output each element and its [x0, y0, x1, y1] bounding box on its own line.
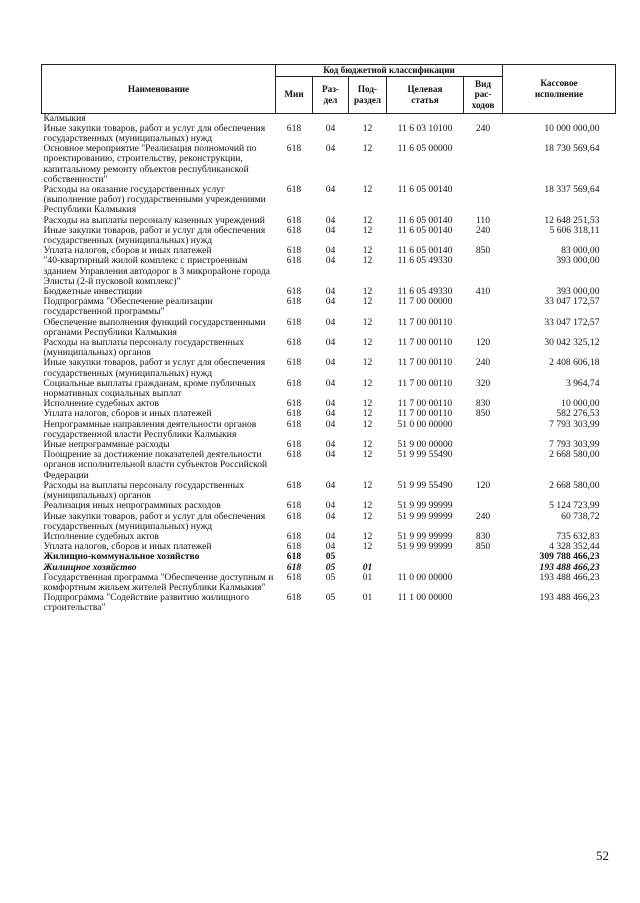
row-amount: 2 668 580,00	[549, 449, 600, 461]
header-name: Наименование	[42, 65, 276, 114]
row-name: Расходы на выплаты персоналу государственных (муниципальных) органов	[43, 337, 245, 359]
row-name: Калмыкия	[43, 112, 86, 124]
row-razdel: 04	[325, 316, 336, 328]
row-razdel: 04	[325, 530, 336, 542]
row-min: 618	[286, 286, 302, 298]
row-name: Расходы на оказание государственных услуг (выполнение работ) государственными учреждениями Республики Калмыкия	[43, 184, 266, 216]
row-razdel: 04	[325, 500, 336, 512]
row-min: 618	[286, 479, 302, 491]
row-amount: 33 047 172,57	[544, 296, 600, 308]
row-tselevaya: 11 6 05 00140	[397, 184, 453, 195]
row-podrazdel: 12	[362, 316, 373, 328]
row-vid	[464, 501, 503, 511]
row-razdel: 04	[325, 449, 336, 461]
row-amount: 4 328 352,44	[549, 541, 600, 553]
header-code-group: Код бюджетной классификации	[276, 65, 503, 77]
row-razdel: 04	[325, 377, 336, 389]
budget-table	[41, 64, 616, 614]
row-tselevaya: 51 9 99 99999	[397, 510, 453, 522]
row-min: 618	[286, 224, 302, 236]
row-razdel: 04	[325, 122, 336, 134]
row-name: Поощрение за достижение показателей деятельности органов исполнительной власти субъектов Российской Федерации	[43, 449, 268, 481]
header-row-1	[42, 65, 616, 77]
row-min: 618	[286, 500, 302, 512]
row-min: 618	[286, 418, 302, 430]
table-row	[42, 185, 616, 216]
row-amount: 10 000 000,00	[544, 122, 600, 134]
row-podrazdel: 01	[362, 561, 373, 573]
row-vid	[464, 144, 503, 185]
table-row	[42, 297, 616, 317]
row-amount: 18 730 569,64	[544, 143, 600, 155]
row-razdel: 04	[325, 143, 336, 155]
row-min: 618	[286, 214, 302, 226]
row-amount: 7 793 303,99	[549, 439, 600, 451]
row-amount: 60 738,72	[561, 510, 600, 522]
row-name: Обеспечение выполнения функций государственными органами Республики Калмыкия	[43, 316, 266, 338]
row-podrazdel: 12	[362, 122, 373, 134]
row-podrazdel: 12	[362, 184, 373, 195]
row-vid: 830	[475, 398, 491, 410]
row-tselevaya: 51 9 99 99999	[397, 541, 453, 553]
row-amount: 2 668 580,00	[549, 479, 600, 491]
row-podrazdel: 12	[362, 214, 373, 226]
row-tselevaya: 11 6 05 49330	[397, 286, 453, 298]
row-tselevaya: 51 9 99 55490	[397, 479, 453, 491]
row-vid	[464, 420, 503, 440]
row-amount: 582 276,53	[556, 408, 600, 420]
row-podrazdel: 12	[362, 418, 373, 430]
row-min: 618	[286, 408, 302, 420]
row-razdel: 04	[325, 408, 336, 420]
row-min: 618	[286, 592, 302, 604]
row-tselevaya: 51 9 99 99999	[397, 500, 453, 512]
row-name: Уплата налогов, сборов и иных платежей	[43, 245, 212, 257]
row-podrazdel: 12	[362, 286, 373, 298]
row-vid: 850	[475, 541, 491, 553]
row-razdel: 05	[325, 561, 336, 573]
row-razdel: 04	[325, 357, 336, 369]
row-amount: 18 337 569,64	[544, 184, 600, 195]
row-razdel: 04	[325, 245, 336, 257]
table-row	[42, 501, 616, 511]
row-podrazdel: 12	[362, 337, 373, 349]
row-min: 618	[286, 122, 302, 134]
row-razdel: 04	[325, 286, 336, 298]
row-vid	[464, 552, 503, 562]
row-min: 618	[286, 245, 302, 257]
row-razdel: 05	[325, 551, 336, 563]
row-podrazdel: 12	[362, 398, 373, 410]
table-row	[42, 226, 616, 246]
row-amount: 12 648 251,53	[544, 214, 600, 226]
row-razdel: 04	[325, 224, 336, 236]
row-podrazdel: 12	[362, 377, 373, 389]
row-tselevaya: 51 9 99 55490	[397, 449, 453, 461]
header-tselevaya: Целевая статья	[387, 76, 464, 113]
row-tselevaya: 51 9 00 00000	[397, 439, 453, 451]
row-tselevaya: 11 7 00 00110	[397, 337, 453, 349]
header-podrazdel: Под- раздел	[349, 76, 387, 113]
row-vid	[464, 573, 503, 593]
row-min: 618	[286, 449, 302, 461]
row-min: 618	[286, 316, 302, 328]
row-razdel: 04	[325, 255, 336, 267]
row-podrazdel: 12	[362, 357, 373, 369]
row-amount: 193 488 466,23	[539, 571, 600, 583]
row-tselevaya: 11 7 00 00110	[397, 377, 453, 389]
row-min: 618	[286, 541, 302, 553]
row-tselevaya: 11 7 00 00110	[397, 357, 453, 369]
row-tselevaya: 11 1 00 00000	[397, 592, 453, 604]
row-vid: 240	[475, 122, 491, 134]
row-amount: 3 964,74	[565, 377, 600, 389]
table-row	[42, 552, 616, 562]
row-amount: 393 000,00	[556, 286, 600, 298]
row-name: Жилищное хозяйство	[43, 561, 137, 573]
row-podrazdel	[349, 552, 387, 562]
row-podrazdel: 12	[362, 224, 373, 236]
row-podrazdel: 12	[362, 439, 373, 451]
row-razdel: 04	[325, 418, 336, 430]
table-row	[42, 379, 616, 399]
row-podrazdel: 01	[362, 571, 373, 583]
row-podrazdel: 12	[362, 296, 373, 308]
row-name: Государственная программа "Обеспечение доступным и комфортным жильем жителей Республики Калмыкия"	[43, 571, 274, 593]
table-row	[42, 573, 616, 593]
row-min: 618	[286, 296, 302, 308]
row-vid	[464, 318, 503, 338]
row-vid: 410	[475, 286, 491, 298]
row-vid: 240	[475, 224, 491, 236]
row-amount: 33 047 172,57	[544, 316, 600, 328]
row-vid: 850	[475, 245, 491, 257]
row-min: 618	[286, 143, 302, 155]
header-min: Мин	[276, 76, 313, 113]
row-amount: 5 606 318,11	[549, 224, 600, 236]
row-name: Подпрограмма "Содействие развитию жилищного строительства"	[43, 592, 250, 614]
row-podrazdel: 12	[362, 479, 373, 491]
row-vid: 320	[475, 377, 491, 389]
row-tselevaya	[387, 552, 464, 562]
row-amount: 30 042 325,12	[544, 337, 600, 349]
row-tselevaya: 51 9 99 99999	[397, 530, 453, 542]
row-amount: 83 000,00	[561, 245, 600, 257]
table-row	[42, 420, 616, 440]
row-podrazdel: 01	[362, 592, 373, 604]
row-tselevaya: 11 7 00 00110	[397, 408, 453, 420]
row-podrazdel: 12	[362, 541, 373, 553]
row-tselevaya: 11 6 05 00140	[397, 224, 453, 236]
row-name: Иные закупки товаров, работ и услуг для обеспечения государственных (муниципальных) нужд	[43, 224, 266, 247]
row-name: Реализация иных непрограммных расходов	[43, 500, 221, 512]
row-vid	[464, 185, 503, 216]
row-tselevaya: 11 0 00 00000	[397, 571, 453, 583]
row-vid: 120	[475, 479, 491, 491]
row-amount: 309 788 466,23	[539, 551, 600, 563]
row-razdel: 04	[325, 184, 336, 195]
table-row	[42, 481, 616, 501]
row-tselevaya: 11 6 05 00140	[397, 214, 453, 226]
row-amount: 393 000,00	[556, 255, 600, 267]
row-vid	[464, 593, 503, 613]
row-vid	[464, 450, 503, 481]
row-podrazdel: 12	[362, 408, 373, 420]
row-razdel: 04	[325, 439, 336, 451]
row-vid	[464, 563, 503, 573]
row-razdel: 04	[325, 296, 336, 308]
row-amount: 7 793 303,99	[549, 418, 600, 430]
row-min: 618	[286, 377, 302, 389]
row-min: 618	[286, 439, 302, 451]
row-amount: 5 124 723,99	[549, 500, 600, 512]
row-tselevaya: 11 6 05 49330	[397, 255, 453, 267]
table-row	[42, 338, 616, 358]
row-name: Исполнение судебных актов	[43, 398, 159, 410]
row-tselevaya: 51 0 00 00000	[397, 418, 453, 430]
row-tselevaya: 11 7 00 00110	[397, 316, 453, 328]
row-vid	[464, 440, 503, 450]
row-min: 618	[286, 398, 302, 410]
row-vid	[464, 297, 503, 317]
row-podrazdel: 12	[362, 449, 373, 461]
row-razdel: 04	[325, 479, 336, 491]
header-vid: Вид рас- ходов	[464, 76, 503, 113]
row-name: Иные закупки товаров, работ и услуг для обеспечения государственных (муниципальных) нужд	[43, 510, 266, 532]
row-podrazdel: 12	[362, 143, 373, 155]
row-razdel: 05	[325, 571, 336, 583]
row-vid: 830	[475, 530, 491, 542]
table-row	[42, 593, 616, 613]
row-amount: 193 488 466,23	[539, 592, 600, 604]
row-vid: 240	[475, 510, 491, 522]
row-amount: 2 408 606,18	[549, 357, 600, 369]
row-vid: 850	[475, 408, 491, 420]
row-name: Уплата налогов, сборов и иных платежей	[43, 541, 212, 553]
row-name: Иные закупки товаров, работ и услуг для обеспечения государственных (муниципальных) нужд	[43, 357, 266, 379]
row-min: 618	[286, 551, 302, 563]
table-row	[42, 256, 616, 287]
header-ispolnenie: Кассовое исполнение	[503, 65, 616, 114]
row-name: Основное мероприятие "Реализация полномочий по проектированию, строительству, реконструкции, капитальному ремонту объектов республиканской собственности"	[43, 143, 257, 185]
row-vid: 240	[475, 357, 491, 369]
row-vid: 110	[475, 214, 491, 226]
row-amount: 735 632,83	[556, 530, 600, 542]
row-name: Жилищно-коммунальное хозяйство	[43, 551, 200, 563]
table-row	[42, 144, 616, 185]
row-min: 618	[286, 561, 302, 573]
row-podrazdel: 12	[362, 510, 373, 522]
row-name: Уплата налогов, сборов и иных платежей	[43, 408, 212, 420]
row-tselevaya: 11 6 03 10100	[397, 122, 453, 134]
row-tselevaya: 11 7 00 00110	[397, 398, 453, 410]
row-vid: 120	[475, 337, 491, 349]
table-row	[42, 124, 616, 144]
row-name: Иные непрограммные расходы	[43, 439, 170, 451]
row-name: Непрограммные направления деятельности органов государственной власти Республики Калмыкия	[43, 418, 257, 440]
row-razdel: 04	[325, 337, 336, 349]
row-name: Расходы на выплаты персоналу государственных (муниципальных) органов	[43, 479, 245, 502]
row-tselevaya: 11 7 00 00000	[397, 296, 453, 308]
row-name: Социальные выплаты гражданам, кроме публичных нормативных социальных выплат	[43, 377, 257, 400]
row-podrazdel: 12	[362, 245, 373, 257]
row-razdel: 04	[325, 398, 336, 410]
row-tselevaya: 11 6 05 00140	[397, 245, 453, 257]
table-row	[42, 450, 616, 481]
row-min: 618	[286, 184, 302, 195]
row-amount: 193 488 466,23	[539, 561, 600, 573]
table-body	[42, 113, 616, 613]
row-min: 618	[286, 530, 302, 542]
row-name: Исполнение судебных актов	[43, 530, 159, 542]
row-podrazdel: 12	[362, 500, 373, 512]
row-name: Подпрограмма "Обеспечение реализации государственной программы"	[43, 296, 213, 318]
header-razdel: Раз- дел	[313, 76, 349, 113]
row-razdel: 04	[325, 214, 336, 226]
row-min: 618	[286, 357, 302, 369]
row-amount: 10 000,00	[561, 398, 600, 410]
row-name: Иные закупки товаров, работ и услуг для обеспечения государственных (муниципальных) нужд	[43, 122, 266, 144]
table-row	[42, 318, 616, 338]
row-min: 618	[286, 510, 302, 522]
page-number: 52	[596, 848, 609, 863]
row-min: 618	[286, 337, 302, 349]
row-razdel: 04	[325, 510, 336, 522]
row-name: Бюджетные инвестиции	[43, 286, 142, 298]
row-name: Расходы на выплаты персоналу казенных учреждений	[43, 214, 265, 226]
row-name: "40-квартирный жилой комплекс с пристроенным зданием Управления автодорог в 3 микрорайоне города Элисты (2-й пусковой комплекс)"	[43, 255, 270, 287]
row-tselevaya: 11 6 05 00000	[397, 143, 453, 155]
row-podrazdel: 12	[362, 530, 373, 542]
table-row	[42, 358, 616, 378]
row-min: 618	[286, 255, 302, 267]
row-vid	[464, 256, 503, 287]
row-razdel: 04	[325, 541, 336, 553]
row-podrazdel: 12	[362, 255, 373, 267]
row-min: 618	[286, 571, 302, 583]
table-row	[42, 512, 616, 532]
row-razdel: 05	[325, 592, 336, 604]
